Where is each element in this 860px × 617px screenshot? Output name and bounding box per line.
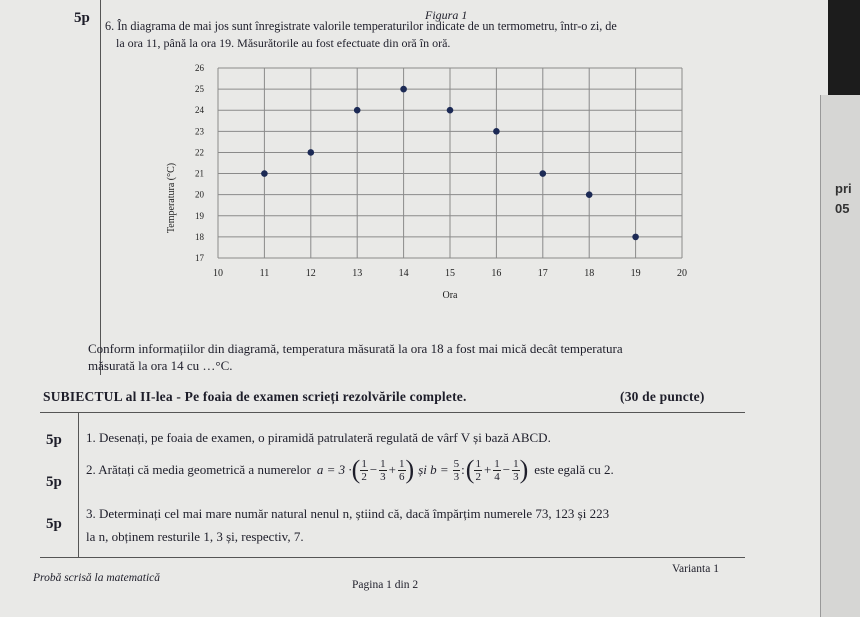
chart-y-ticks: [195, 63, 205, 263]
x-tick-label: 10: [213, 268, 223, 279]
chart-x-ticks: [213, 268, 687, 279]
fraction-1-4: $\frac{1}{4}$: [494, 457, 500, 483]
y-tick-label: 20: [195, 189, 204, 200]
fraction-1-2: $\frac{1}{2}$: [361, 457, 367, 483]
x-tick-label: 12: [305, 268, 316, 279]
data-point: [540, 170, 547, 177]
x-tick-label: 13: [352, 268, 363, 279]
item2-line: 2. Arătați că media geometrică a numerelor a = 3 · ( $\frac{1}{2}$ − $\frac{1}{3}$ + $\frac{1}{6}$ ) și b = $\frac{5}{3}$ : ( $\frac{1}{2}$ + $\frac{1}{4}$ − $\frac{1}{3}$ ) este egală cu 2.: [86, 455, 614, 484]
data-point: [354, 107, 361, 114]
item3-text-line2: la n, obținem resturile 1, 3 și, respectiv, 7.: [86, 529, 304, 544]
item2-a-close-paren: ): [405, 455, 415, 484]
fraction-1-6: $\frac{1}{6}$: [399, 457, 405, 483]
data-point: [632, 234, 639, 241]
adjacent-page: [820, 95, 860, 617]
item2-text-suffix: este egală cu 2.: [534, 462, 614, 477]
adjacent-page-fragment1: pri: [835, 181, 852, 196]
item3-points: 5p: [46, 516, 62, 532]
y-tick-label: 19: [195, 210, 204, 221]
data-point: [308, 149, 315, 156]
y-tick-label: 22: [195, 147, 204, 158]
x-tick-label: 19: [630, 268, 641, 279]
data-point: [586, 191, 593, 198]
problem6-question-line1: Conform informațiilor din diagramă, temperatura măsurată la ora 18 a fost mai mică decât temperatura: [88, 341, 623, 356]
fraction-1-3: $\frac{1}{3}$: [380, 457, 386, 483]
problem6-points: 5p: [74, 10, 90, 26]
problem6-statement-line1: 6. În diagrama de mai jos sunt înregistrate valorile temperaturilor indicate de un termometru, într-o zi, de: [105, 19, 617, 33]
data-point: [261, 170, 268, 177]
y-tick-label: 26: [195, 63, 204, 73]
x-tick-label: 14: [398, 268, 409, 279]
data-point: [493, 128, 500, 135]
x-tick-label: 11: [259, 268, 270, 279]
data-point: [400, 86, 407, 93]
footer-right: Varianta 1: [672, 563, 719, 575]
y-tick-label: 23: [195, 126, 204, 137]
section2-total-points: (30 de puncte): [620, 389, 705, 404]
y-tick-label: 24: [195, 105, 204, 116]
x-tick-label: 20: [677, 268, 687, 279]
footer-divider: [40, 557, 745, 558]
x-tick-label: 17: [537, 268, 548, 279]
item2-b-expr: și b =: [418, 462, 449, 477]
item2-a-open-paren: (: [351, 455, 361, 484]
figure-label: Figura 1: [425, 8, 468, 22]
section2-margin-line: [78, 412, 79, 557]
y-tick-label: 18: [195, 231, 204, 242]
fraction-1-2b: $\frac{1}{2}$: [475, 457, 481, 483]
y-tick-label: 17: [195, 253, 204, 263]
item2-text-prefix: 2. Arătați că media geometrică a numerelor: [86, 462, 311, 477]
x-tick-label: 15: [445, 268, 455, 279]
chart-grid: [218, 68, 682, 258]
item2-b-close-paren: ): [519, 455, 529, 484]
problem6-question-line2: măsurată la ora 14 cu …°C.: [88, 358, 233, 373]
item2-a-expr: a = 3 ·: [316, 462, 352, 477]
problem6-statement-line2: la ora 11, până la ora 19. Măsurătorile au fost efectuate din oră în oră.: [116, 36, 451, 50]
data-point: [447, 107, 454, 114]
temperature-chart: [150, 58, 710, 308]
y-tick-label: 25: [195, 84, 204, 95]
item1-points: 5p: [46, 432, 62, 448]
item2-points: 5p: [46, 474, 62, 490]
chart-y-label: Temperatura (°C): [166, 162, 177, 234]
adjacent-page-fragment2: 05: [835, 201, 850, 216]
footer-center: Pagina 1 din 2: [352, 579, 419, 591]
item3-text-line1: 3. Determinați cel mai mare număr natural nenul n, știind că, dacă împărțim numerele 73, 123 și 223: [86, 506, 610, 521]
chart-x-label: Ora: [442, 290, 458, 301]
section2-divider: [40, 412, 745, 413]
footer-left: Probă scrisă la matematică: [33, 572, 161, 584]
x-tick-label: 18: [584, 268, 595, 279]
y-tick-label: 21: [195, 168, 204, 179]
item2-b-open-paren: (: [465, 455, 475, 484]
fraction-1-3b: $\frac{1}{3}$: [513, 457, 519, 483]
item1-text: 1. Desenați, pe foaia de examen, o piramidă patrulateră regulată de vârf V și bază ABCD.: [86, 430, 551, 445]
x-tick-label: 16: [491, 268, 502, 279]
margin-line: [100, 0, 101, 375]
fraction-5-3: $\frac{5}{3}$: [453, 457, 460, 483]
section2-title: SUBIECTUL al II-lea - Pe foaia de examen scrieți rezolvările complete.: [43, 389, 467, 404]
